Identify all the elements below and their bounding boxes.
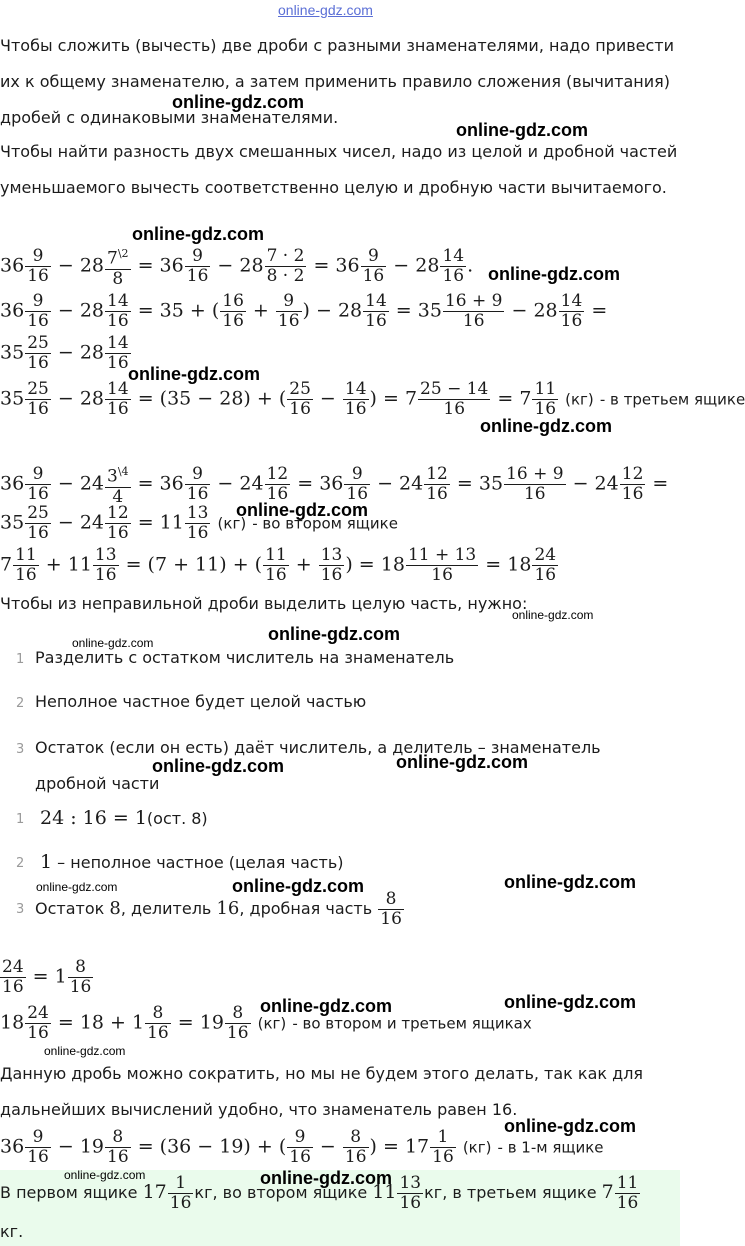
watermark: online-gdz.com xyxy=(260,1168,392,1188)
list-number: 1 xyxy=(16,812,25,827)
answer-line: В первом ящике 17 $\frac{1}{16}$ кг, во втором ящике 11 $\frac{13}{16}$ кг, в третьем ящике 7 $\frac{11}{16}$ xyxy=(0,1173,639,1213)
label-box1: - в 1-м ящике xyxy=(497,1138,604,1157)
equation-box3: 35 $\frac{25}{16}$ − 28 $\frac{14}{16}$ = (35 − 28) + ( $\frac{25}{16}$ − $\frac{14}{16}$ ) = 7 $\frac{25 - 14}{16}$ = 7 $\frac{11}{16}$ (кг) - в третьем ящике xyxy=(0,379,745,419)
watermark: online-gdz.com xyxy=(36,880,118,894)
equation-improper: $\frac{24}{16}$ = 1 $\frac{8}{16}$ xyxy=(2,957,92,997)
watermark: online-gdz.com xyxy=(396,752,528,772)
watermark: online-gdz.com xyxy=(232,876,364,896)
watermark: online-gdz.com xyxy=(172,92,304,112)
site-header-link[interactable]: online-gdz.com xyxy=(278,2,373,18)
step-text: Разделить с остатком числитель на знаменатель xyxy=(35,648,455,667)
watermark: online-gdz.com xyxy=(488,264,620,284)
rule-improper-fraction: Чтобы из неправильной дроби выделить целую часть, нужно: xyxy=(0,594,528,613)
label-box2: - во втором ящике xyxy=(252,514,398,533)
watermark: online-gdz.com xyxy=(236,500,368,520)
watermark: online-gdz.com xyxy=(456,120,588,140)
answer-tail: кг. xyxy=(0,1222,24,1241)
list-number: 3 xyxy=(16,742,25,757)
unit-kg: (кг) xyxy=(462,1138,492,1157)
step-text: Остаток (если он есть) даёт числитель, а делитель – знаменатель дробной части xyxy=(35,738,601,793)
list-number: 2 xyxy=(16,856,25,871)
watermark: online-gdz.com xyxy=(504,992,636,1012)
watermark: online-gdz.com xyxy=(72,636,154,650)
step-text: Неполное частное будет целой частью xyxy=(35,692,367,711)
watermark: online-gdz.com xyxy=(268,624,400,644)
watermark: online-gdz.com xyxy=(132,224,264,244)
watermark: online-gdz.com xyxy=(64,1168,146,1182)
list-number: 1 xyxy=(16,652,25,667)
unit-kg: (кг) xyxy=(565,390,594,409)
unit-kg: (кг) xyxy=(217,514,247,533)
unit-kg: (кг) xyxy=(257,1014,287,1033)
quotient-text: – неполное частное (целая часть) xyxy=(52,853,344,872)
watermark: online-gdz.com xyxy=(44,1044,126,1058)
label-box3: - в третьем ящике xyxy=(599,390,745,409)
watermark: online-gdz.com xyxy=(504,1116,636,1136)
watermark: online-gdz.com xyxy=(128,364,260,384)
equation-2: 36 $\frac{9}{16}$ − 28 $\frac{14}{16}$ = 35 + ( $\frac{16}{16}$ + $\frac{9}{16}$ ) − 28 $\frac{14}{16}$ = 35 $\frac{16 + 9}{16}$ − 28 $\frac{14}{16}$ = xyxy=(0,291,608,331)
list-number: 3 xyxy=(16,902,25,917)
list-number: 2 xyxy=(16,696,25,711)
watermark: online-gdz.com xyxy=(480,416,612,436)
equation-box23: 18 $\frac{24}{16}$ = 18 + 1 $\frac{8}{16}$ = 19 $\frac{8}{16}$ (кг) - во втором и третьем ящиках xyxy=(0,1003,532,1043)
rule-add-subtract: Чтобы сложить (вычесть) две дроби с разными знаменателями, надо привести их к общему знаменателю, а затем применить правило сложения (вычитания) дробей с одинаковыми знаменателями. xyxy=(0,36,674,127)
example-step-3: Остаток 8, делитель 16, дробная часть $\frac{8}{16}$ xyxy=(35,889,402,929)
rule-mixed-numbers: Чтобы найти разность двух смешанных чисел, надо из целой и дробной частей уменьшаемого вычесть соответственно целую и дробную части вычитаемого. xyxy=(0,142,678,197)
label-box23: - во втором и третьем ящиках xyxy=(292,1014,532,1033)
quotient-value: 1 xyxy=(40,851,53,873)
equation-7: 7 $\frac{11}{16}$ + 11 $\frac{13}{16}$ = (7 + 11) + ( $\frac{11}{16}$ + $\frac{13}{16}$ ) = 18 $\frac{11 + 13}{16}$ = 18 $\frac{24}{16}$ xyxy=(0,545,557,585)
watermark: online-gdz.com xyxy=(260,996,392,1016)
equation-3: 35 $\frac{25}{16}$ − 28 $\frac{14}{16}$ xyxy=(0,333,129,373)
example-step-1 xyxy=(40,800,674,837)
equation-1: 36 $\frac{9}{16}$ − 28 $\frac{7^{\backslash 2}}{8}$ = 36 $\frac{9}{16}$ − 28 $\frac{7 \cdot 2}{8 \cdot 2}$ = 36 $\frac{9}{16}$ − 28 $\frac{14}{16}$ . xyxy=(0,245,474,289)
note-text: Данную дробь можно сократить, но мы не будем этого делать, так как для дальнейших вычислений удобно, что знаменатель равен 16. xyxy=(0,1064,644,1119)
watermark: online-gdz.com xyxy=(504,872,636,892)
division-math: 24 : 16 = 1 xyxy=(40,807,147,829)
watermark: online-gdz.com xyxy=(512,608,594,622)
equation-box1: 36 $\frac{9}{16}$ − 19 $\frac{8}{16}$ = (36 − 19) + ( $\frac{9}{16}$ − $\frac{8}{16}$ ) = 17 $\frac{1}{16}$ (кг) - в 1-м ящике xyxy=(0,1127,604,1167)
equation-box2: 35 $\frac{25}{16}$ − 24 $\frac{12}{16}$ = 11 $\frac{13}{16}$ (кг) - во втором ящике xyxy=(0,503,398,543)
equation-5: 36 $\frac{9}{16}$ − 24 $\frac{3^{\backslash 4}}{4}$ = 36 $\frac{9}{16}$ − 24 $\frac{12}{16}$ = 36 $\frac{9}{16}$ − 24 $\frac{12}{16}$ = 35 $\frac{16 + 9}{16}$ − 24 $\frac{12}{16}$ = xyxy=(0,463,669,507)
watermark: online-gdz.com xyxy=(152,756,284,776)
division-remainder: (ост. 8) xyxy=(146,809,208,828)
